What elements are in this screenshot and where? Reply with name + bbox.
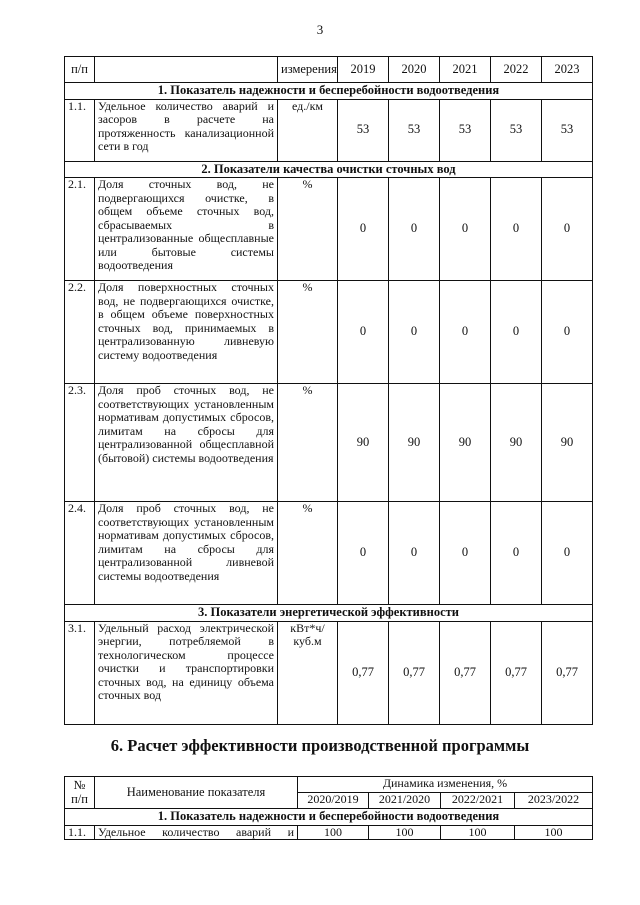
row-unit: % [278, 502, 338, 605]
row-num: 3.1. [65, 621, 95, 724]
section-row [65, 83, 593, 100]
row-value: 0,77 [440, 621, 491, 724]
row-value: 53 [542, 99, 593, 161]
section-heading: 6. Расчет эффективности производственной программы [110, 736, 530, 755]
row-value: 90 [338, 384, 389, 502]
table-row [65, 281, 593, 384]
efficiency-table [64, 776, 593, 840]
header-name [95, 57, 278, 83]
row-text: Доля проб сточных вод, не соответствующих установленным нормативам допустимых сбросов, лимитам на сбросы для централизованной ливневой системы водоотведения [95, 502, 278, 605]
row-value: 0,77 [389, 621, 440, 724]
section-row [65, 809, 593, 826]
row-value: 0 [542, 178, 593, 281]
row-value: 53 [338, 99, 389, 161]
row-value: 0,77 [491, 621, 542, 724]
row-value: 0 [389, 178, 440, 281]
row-unit: % [278, 281, 338, 384]
row-num: 2.3. [65, 384, 95, 502]
row-value: 0 [542, 281, 593, 384]
section-row [65, 161, 593, 178]
row-value: 100 [369, 825, 441, 840]
row-text: Доля сточных вод, не подвергающихся очистке, в общем объеме сточных вод, сбрасываемых в централизованные общесплавные или бытовые системы водоотведения [95, 178, 278, 281]
row-value: 0 [542, 502, 593, 605]
row-value: 0 [440, 281, 491, 384]
row-num: 2.2. [65, 281, 95, 384]
row-value: 0 [338, 281, 389, 384]
row-num: 1.1. [65, 825, 95, 840]
row-value: 90 [440, 384, 491, 502]
row-value: 90 [542, 384, 593, 502]
row-unit: ед./км [278, 99, 338, 161]
section-title: 2. Показатели качества очистки сточных вод [65, 161, 593, 178]
header-unit: измерения [278, 57, 338, 83]
table-header-row [65, 57, 593, 83]
section-row [65, 605, 593, 622]
row-text: Удельное количество аварий и засоров в расчете на протяженность канализационной сети в год [95, 99, 278, 161]
row-value: 0 [389, 502, 440, 605]
header-period: 2021/2020 [369, 793, 441, 809]
header-name: Наименование показателя [95, 777, 298, 809]
row-num: 2.1. [65, 178, 95, 281]
row-text: Удельное количество аварий и [95, 825, 298, 840]
row-value: 0 [491, 178, 542, 281]
table-row [65, 621, 593, 724]
row-num: 1.1. [65, 99, 95, 161]
table-row [65, 825, 593, 840]
section-title: 3. Показатели энергетической эффективности [65, 605, 593, 622]
row-value: 90 [389, 384, 440, 502]
row-value: 0 [440, 502, 491, 605]
row-value: 53 [491, 99, 542, 161]
row-value: 0 [440, 178, 491, 281]
header-year: 2021 [440, 57, 491, 83]
section-title: 1. Показатель надежности и бесперебойности водоотведения [65, 83, 593, 100]
header-period: 2020/2019 [298, 793, 369, 809]
row-value: 0 [338, 502, 389, 605]
row-value: 90 [491, 384, 542, 502]
row-value: 0,77 [338, 621, 389, 724]
page-number: 3 [316, 22, 324, 37]
row-num: 2.4. [65, 502, 95, 605]
row-unit: кВт*ч/ куб.м [278, 621, 338, 724]
row-value: 0 [491, 281, 542, 384]
row-unit: % [278, 178, 338, 281]
row-text: Доля проб сточных вод, не соответствующих установленным нормативам допустимых сбросов, лимитам на сбросы для централизованной общесплавной (бытовой) системы водоотведения [95, 384, 278, 502]
row-value: 0 [389, 281, 440, 384]
row-text: Доля поверхностных сточных вод, не подвергающихся очистке, в общем объеме поверхностных сточных вод, принимаемых в централизованную ливневую систему водоотведения [95, 281, 278, 384]
row-text: Удельный расход электрической энергии, потребляемой в технологическом процессе очистки и транспортировки сточных вод, на единицу объема сточных вод [95, 621, 278, 724]
row-value: 100 [515, 825, 593, 840]
header-num: № п/п [65, 777, 95, 809]
row-value: 100 [441, 825, 515, 840]
row-value: 53 [389, 99, 440, 161]
header-year: 2019 [338, 57, 389, 83]
header-year: 2020 [389, 57, 440, 83]
header-dynamics: Динамика изменения, % [298, 777, 593, 793]
row-value: 100 [298, 825, 369, 840]
row-value: 53 [440, 99, 491, 161]
table-header-row [65, 777, 593, 793]
table-row [65, 99, 593, 161]
header-year: 2022 [491, 57, 542, 83]
table-row [65, 502, 593, 605]
row-value: 0 [491, 502, 542, 605]
header-num: п/п [65, 57, 95, 83]
row-value: 0 [338, 178, 389, 281]
row-value: 0,77 [542, 621, 593, 724]
table-row [65, 384, 593, 502]
section-title: 1. Показатель надежности и бесперебойности водоотведения [65, 809, 593, 826]
header-year: 2023 [542, 57, 593, 83]
indicators-table [64, 56, 593, 725]
header-period: 2022/2021 [441, 793, 515, 809]
header-period: 2023/2022 [515, 793, 593, 809]
table-row [65, 178, 593, 281]
row-unit: % [278, 384, 338, 502]
